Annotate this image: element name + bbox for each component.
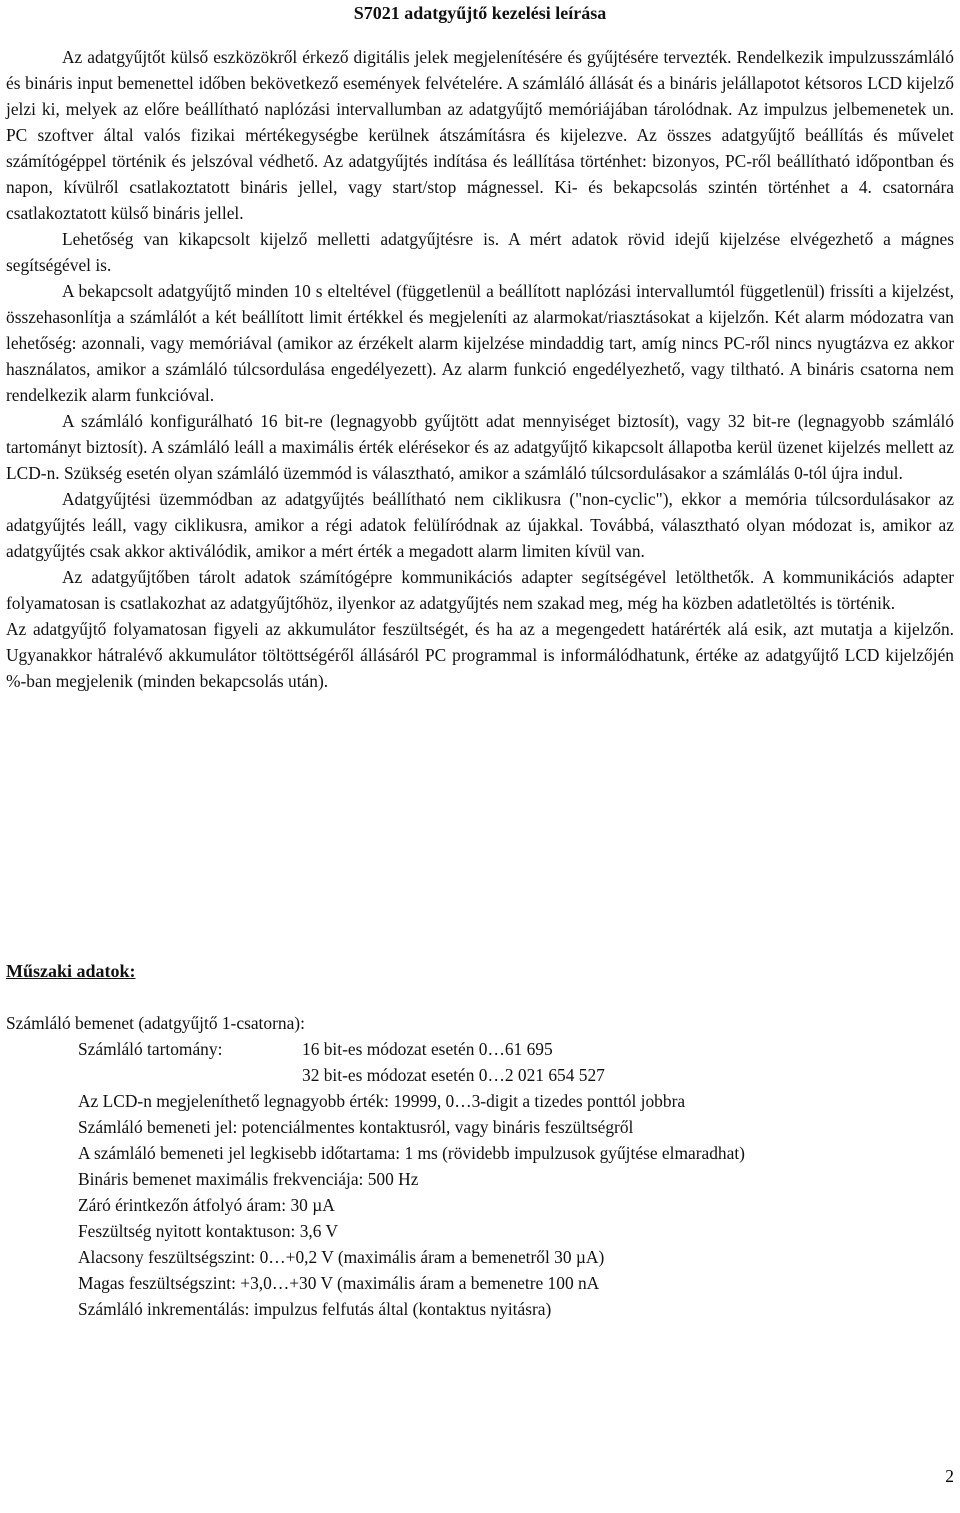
spec-input-signal: Számláló bemeneti jel: potenciálmentes kontaktusról, vagy bináris feszültségről bbox=[78, 1117, 634, 1137]
paragraph-battery: Az adatgyűjtő folyamatosan figyeli az akkumulátor feszültségét, és ha az a megengedett határérték alá esik, azt mutatja a kijelzőn. Ugyanakkor hátralévő akkumulátor töltöttségéről állásáról PC programmal is informálódhatunk, értéke az adatgyűjtő LCD kijelzőjén %-ban megjelenik (minden bekapcsolás után). bbox=[6, 619, 954, 691]
document-page bbox=[6, 0, 954, 1319]
counter-range-label: Számláló tartomány: bbox=[78, 1039, 223, 1059]
paragraph-display-off: Lehetőség van kikapcsolt kijelző melletti adatgyűjtésre is. A mért adatok rövid idejű kijelzése elvégezhető a mágnes segítségével is. bbox=[6, 229, 954, 275]
page-title: S7021 adatgyűjtő kezelési leírása bbox=[353, 3, 607, 23]
spec-increment: Számláló inkrementálás: impulzus felfutás által (kontaktus nyitásra) bbox=[78, 1299, 552, 1319]
spec-lcd-max: Az LCD-n megjeleníthető legnagyobb érték: 19999, 0…3-digit a tizedes ponttól jobbra bbox=[78, 1091, 686, 1111]
paragraph-counter-config: A számláló konfigurálható 16 bit-re (legnagyobb gyűjtött adat mennyiséget biztosít), vagy 32 bit-re (legnagyobb számláló tartományt biztosít). A számláló leáll a maximális érték elérésekor és az adatgyűjtő kikapcsolt állapotba kerül üzenet kijelzés mellett az LCD-n. Szükség esetén olyan számláló üzemmód is választható, amikor a számláló túlcsordulásakor a számlálás 0-tól újra indul. bbox=[6, 411, 954, 483]
counter-range-32bit: 32 bit-es módozat esetén 0…2 021 654 527 bbox=[302, 1065, 605, 1085]
specs-list bbox=[6, 1010, 954, 1322]
spec-max-frequency: Bináris bemenet maximális frekvenciája: 500 Hz bbox=[78, 1169, 419, 1189]
spec-open-voltage: Feszültség nyitott kontaktuson: 3,6 V bbox=[78, 1221, 339, 1241]
counter-range-row bbox=[6, 1036, 954, 1062]
specs-heading: Műszaki adatok: bbox=[6, 961, 136, 981]
specs-section-label: Számláló bemenet (adatgyűjtő 1-csatorna): bbox=[6, 1013, 305, 1033]
spec-closed-current: Záró érintkezőn átfolyó áram: 30 µA bbox=[78, 1195, 335, 1215]
spec-min-duration: A számláló bemeneti jel legkisebb időtartama: 1 ms (rövidebb impulzusok gyűjtése elmaradhat) bbox=[78, 1143, 745, 1163]
page-number: 2 bbox=[945, 1466, 954, 1486]
spec-high-level: Magas feszültségszint: +3,0…+30 V (maximális áram a bemenetre 100 nA bbox=[78, 1273, 600, 1293]
body-text bbox=[6, 44, 954, 694]
paragraph-alarm: A bekapcsolt adatgyűjtő minden 10 s elteltével (függetlenül a beállított naplózási intervallumtól függetlenül) frissíti a kijelzést, összehasonlítja a számlálót a két beállított limit értékkel és megjeleníti az alarmokat/riasztásokat a kijelzőn. Két alarm módozatra van lehetőség: azonnali, vagy memóriával (amikor az érzékelt alarm kijelzése mindaddig tart, amíg nincs PC-ről nincs nyugtázva ez akkor használatos, amikor a számláló túlcsordulása engedélyezett). Az alarm funkció engedélyezhető, vagy tiltható. A bináris csatorna nem rendelkezik alarm funkcióval. bbox=[6, 281, 954, 405]
paragraph-communication: Az adatgyűjtőben tárolt adatok számítógépre kommunikációs adapter segítségével letölthetők. A kommunikációs adapter folyamatosan is csatlakozhat az adatgyűjtőhöz, ilyenkor az adatgyűjtés nem szakad meg, még ha közben adatletöltés is történik. bbox=[6, 567, 954, 613]
counter-range-16bit: 16 bit-es módozat esetén 0…61 695 bbox=[302, 1039, 553, 1059]
spec-low-level: Alacsony feszültségszint: 0…+0,2 V (maximális áram a bemenetről 30 µA) bbox=[78, 1247, 605, 1267]
paragraph-intro: Az adatgyűjtőt külső eszközökről érkező digitális jelek megjelenítésére és gyűjtésére tervezték. Rendelkezik impulzusszámláló és bináris input bemenettel időben bekövetkező események felvételére. A számláló állását és a bináris jelállapotot kétsoros LCD kijelző jelzi ki, melyek az előre beállítható naplózási intervallumban az adatgyűjtő memóriájában tárolódnak. Az impulzus jelbemenetek un. PC szoftver által valós fizikai mértékegységbe kerülnek átszámításra és kijelezve. Az összes adatgyűjtő beállítás és művelet számítógéppel történik és jelszóval védhető. Az adatgyűjtés indítása és leállítása történhet: bizonyos, PC-ről beállítható időpontban és napon, kívülről csatlakoztatott bináris jellel, vagy start/stop mágnessel. Ki- és bekapcsolás szintén történhet a 4. csatornára csatlakoztatott külső bináris jellel. bbox=[6, 47, 954, 223]
paragraph-logging-mode: Adatgyűjtési üzemmódban az adatgyűjtés beállítható nem ciklikusra ("non-cyclic"), ekkor a memória túlcsordulásakor az adatgyűjtés leáll, vagy ciklikusra, amikor a régi adatok felülíródnak az újakkal. Továbbá, választható olyan módozat is, amikor az adatgyűjtés csak akkor aktiválódik, amikor a mért érték a megadott alarm limiten kívül van. bbox=[6, 489, 954, 561]
